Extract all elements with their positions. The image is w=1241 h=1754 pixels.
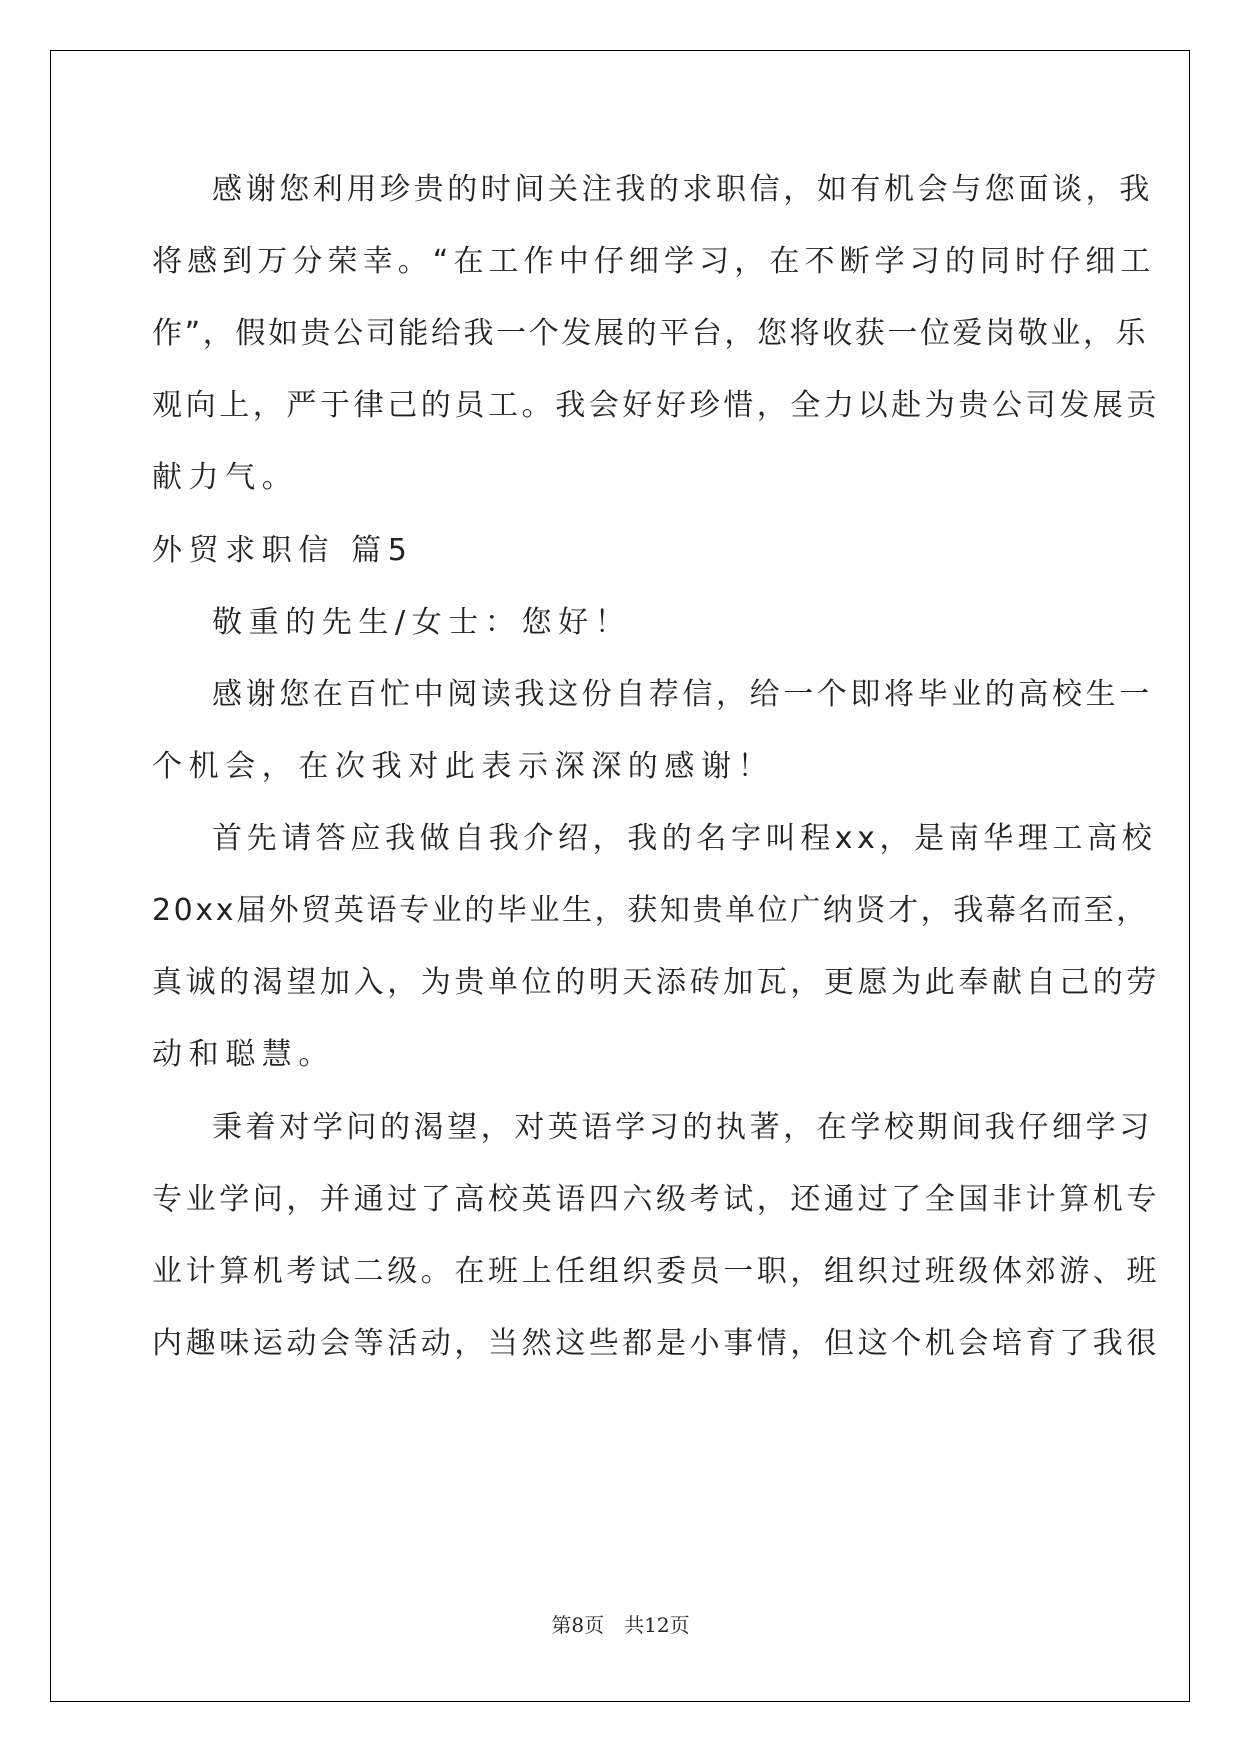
text-line: 作”，假如贵公司能给我一个发展的平台，您将收获一位爱岗敬业，乐 [152,316,1149,351]
page-number: 第8页 共12页 [551,1613,690,1637]
section-heading: 外贸求职信 篇5 [152,533,414,568]
text-line: 将感到万分荣幸。“在工作中仔细学习，在不断学习的同时仔细工 [152,244,1156,279]
text-line: 动和聪慧。 [152,1037,335,1072]
salutation: 敬重的先生/女士：您好！ [212,605,632,640]
text-line: 真诚的渴望加入，为贵单位的明天添砖加瓦，更愿为此奉献自己的劳 [152,965,1160,1000]
text-line: 专业学问，并通过了高校英语四六级考试，还通过了全国非计算机专 [152,1182,1160,1217]
text-line: 秉着对学问的渴望，对英语学习的执著，在学校期间我仔细学习 [212,1110,1153,1145]
text-line: 观向上，严于律己的员工。我会好好珍惜，全力以赴为贵公司发展贡 [152,388,1160,423]
text-line: 首先请答应我做自我介绍，我的名字叫程xx，是南华理工高校 [212,821,1157,856]
text-line: 内趣味运动会等活动，当然这些都是小事情，但这个机会培育了我很 [152,1326,1160,1361]
text-line: 献力气。 [152,460,299,495]
text-line: 业计算机考试二级。在班上任组织委员一职，组织过班级体郊游、班 [152,1254,1160,1289]
text-line: 感谢您利用珍贵的时间关注我的求职信，如有机会与您面谈，我 [212,172,1153,207]
text-line: 20xx届外贸英语专业的毕业生，获知贵单位广纳贤才，我幕名而至， [152,893,1149,928]
text-line: 感谢您在百忙中阅读我这份自荐信，给一个即将毕业的高校生一 [212,677,1153,712]
page-border [50,50,1190,1702]
text-line: 个机会，在次我对此表示深深的感谢！ [152,749,775,784]
